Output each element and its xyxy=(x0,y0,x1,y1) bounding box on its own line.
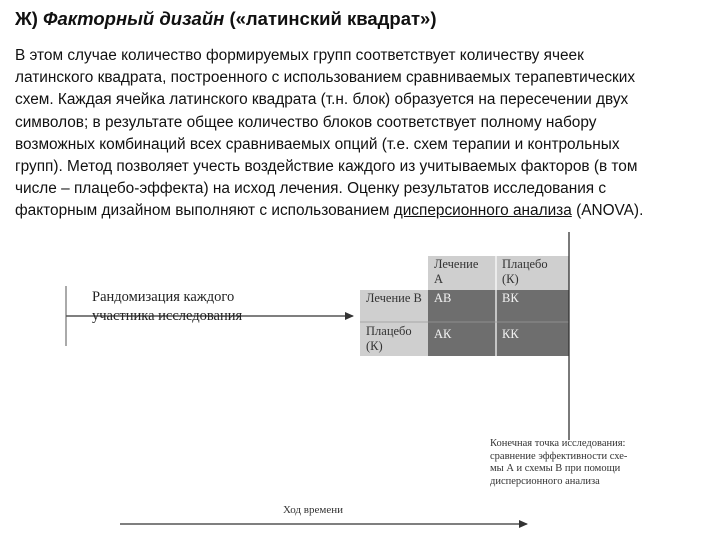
title-suffix: («латинский квадрат») xyxy=(224,8,437,29)
paragraph-line: В этом случае количество формируемых групп соответствует количеству ячеек xyxy=(15,47,584,64)
endpoint-line-text: мы А и схемы В при помощи xyxy=(490,463,621,475)
col-header-placebo: Плацебо (К) xyxy=(502,257,548,286)
row-header-treatment-b: Лечение В xyxy=(366,291,422,305)
cell-bk: ВК xyxy=(502,291,519,305)
paragraph-line: числе – плацебо-эффекта) на исход лечения. Оценку результатов исследования с xyxy=(15,180,607,198)
title-prefix: Ж) xyxy=(15,8,44,29)
col-header-treatment-a: Лечение А xyxy=(434,257,479,286)
anova-link[interactable]: дисперсионного анализа xyxy=(393,202,572,220)
paragraph-line: символов; в результате общее количество блоков соответствует полному набору xyxy=(15,113,597,131)
paragraph-line: латинского квадрата, построенного с использованием сравниваемых терапевтических xyxy=(15,69,636,87)
cell-kk: КК xyxy=(502,327,519,341)
last-line-text: факторным дизайном выполняют с использованием xyxy=(15,202,394,220)
paragraph-line: групп). Метод позволяет учесть воздействие каждого из учитываемых факторов (в том xyxy=(15,158,638,176)
paragraph-line: схем. Каждая ячейка латинского квадрата (т.н. блок) образуется на пересечении двух xyxy=(15,91,629,109)
time-axis-label: Ход времени xyxy=(283,504,343,516)
cell-ak: АК xyxy=(434,327,452,341)
endpoint-line-text: сравнение эффективности схе- xyxy=(490,450,628,462)
row-header-placebo: Плацебо (К) xyxy=(366,324,412,353)
endpoint-line-text: дисперсионного анализа xyxy=(490,475,600,487)
endpoint-description xyxy=(490,438,650,488)
latin-square-table xyxy=(360,256,569,356)
last-line-tail: (ANOVA). xyxy=(571,202,644,220)
endpoint-line-text: Конечная точка исследования: xyxy=(490,438,626,449)
randomization-label: Рандомизация каждого участника исследования xyxy=(92,289,243,324)
title-italic: Факторный дизайн xyxy=(43,8,225,29)
cell-ab: АВ xyxy=(434,291,452,305)
paragraph-line: возможных комбинаций всех сравниваемых опций (т.е. схем терапии и контрольных xyxy=(15,135,620,153)
